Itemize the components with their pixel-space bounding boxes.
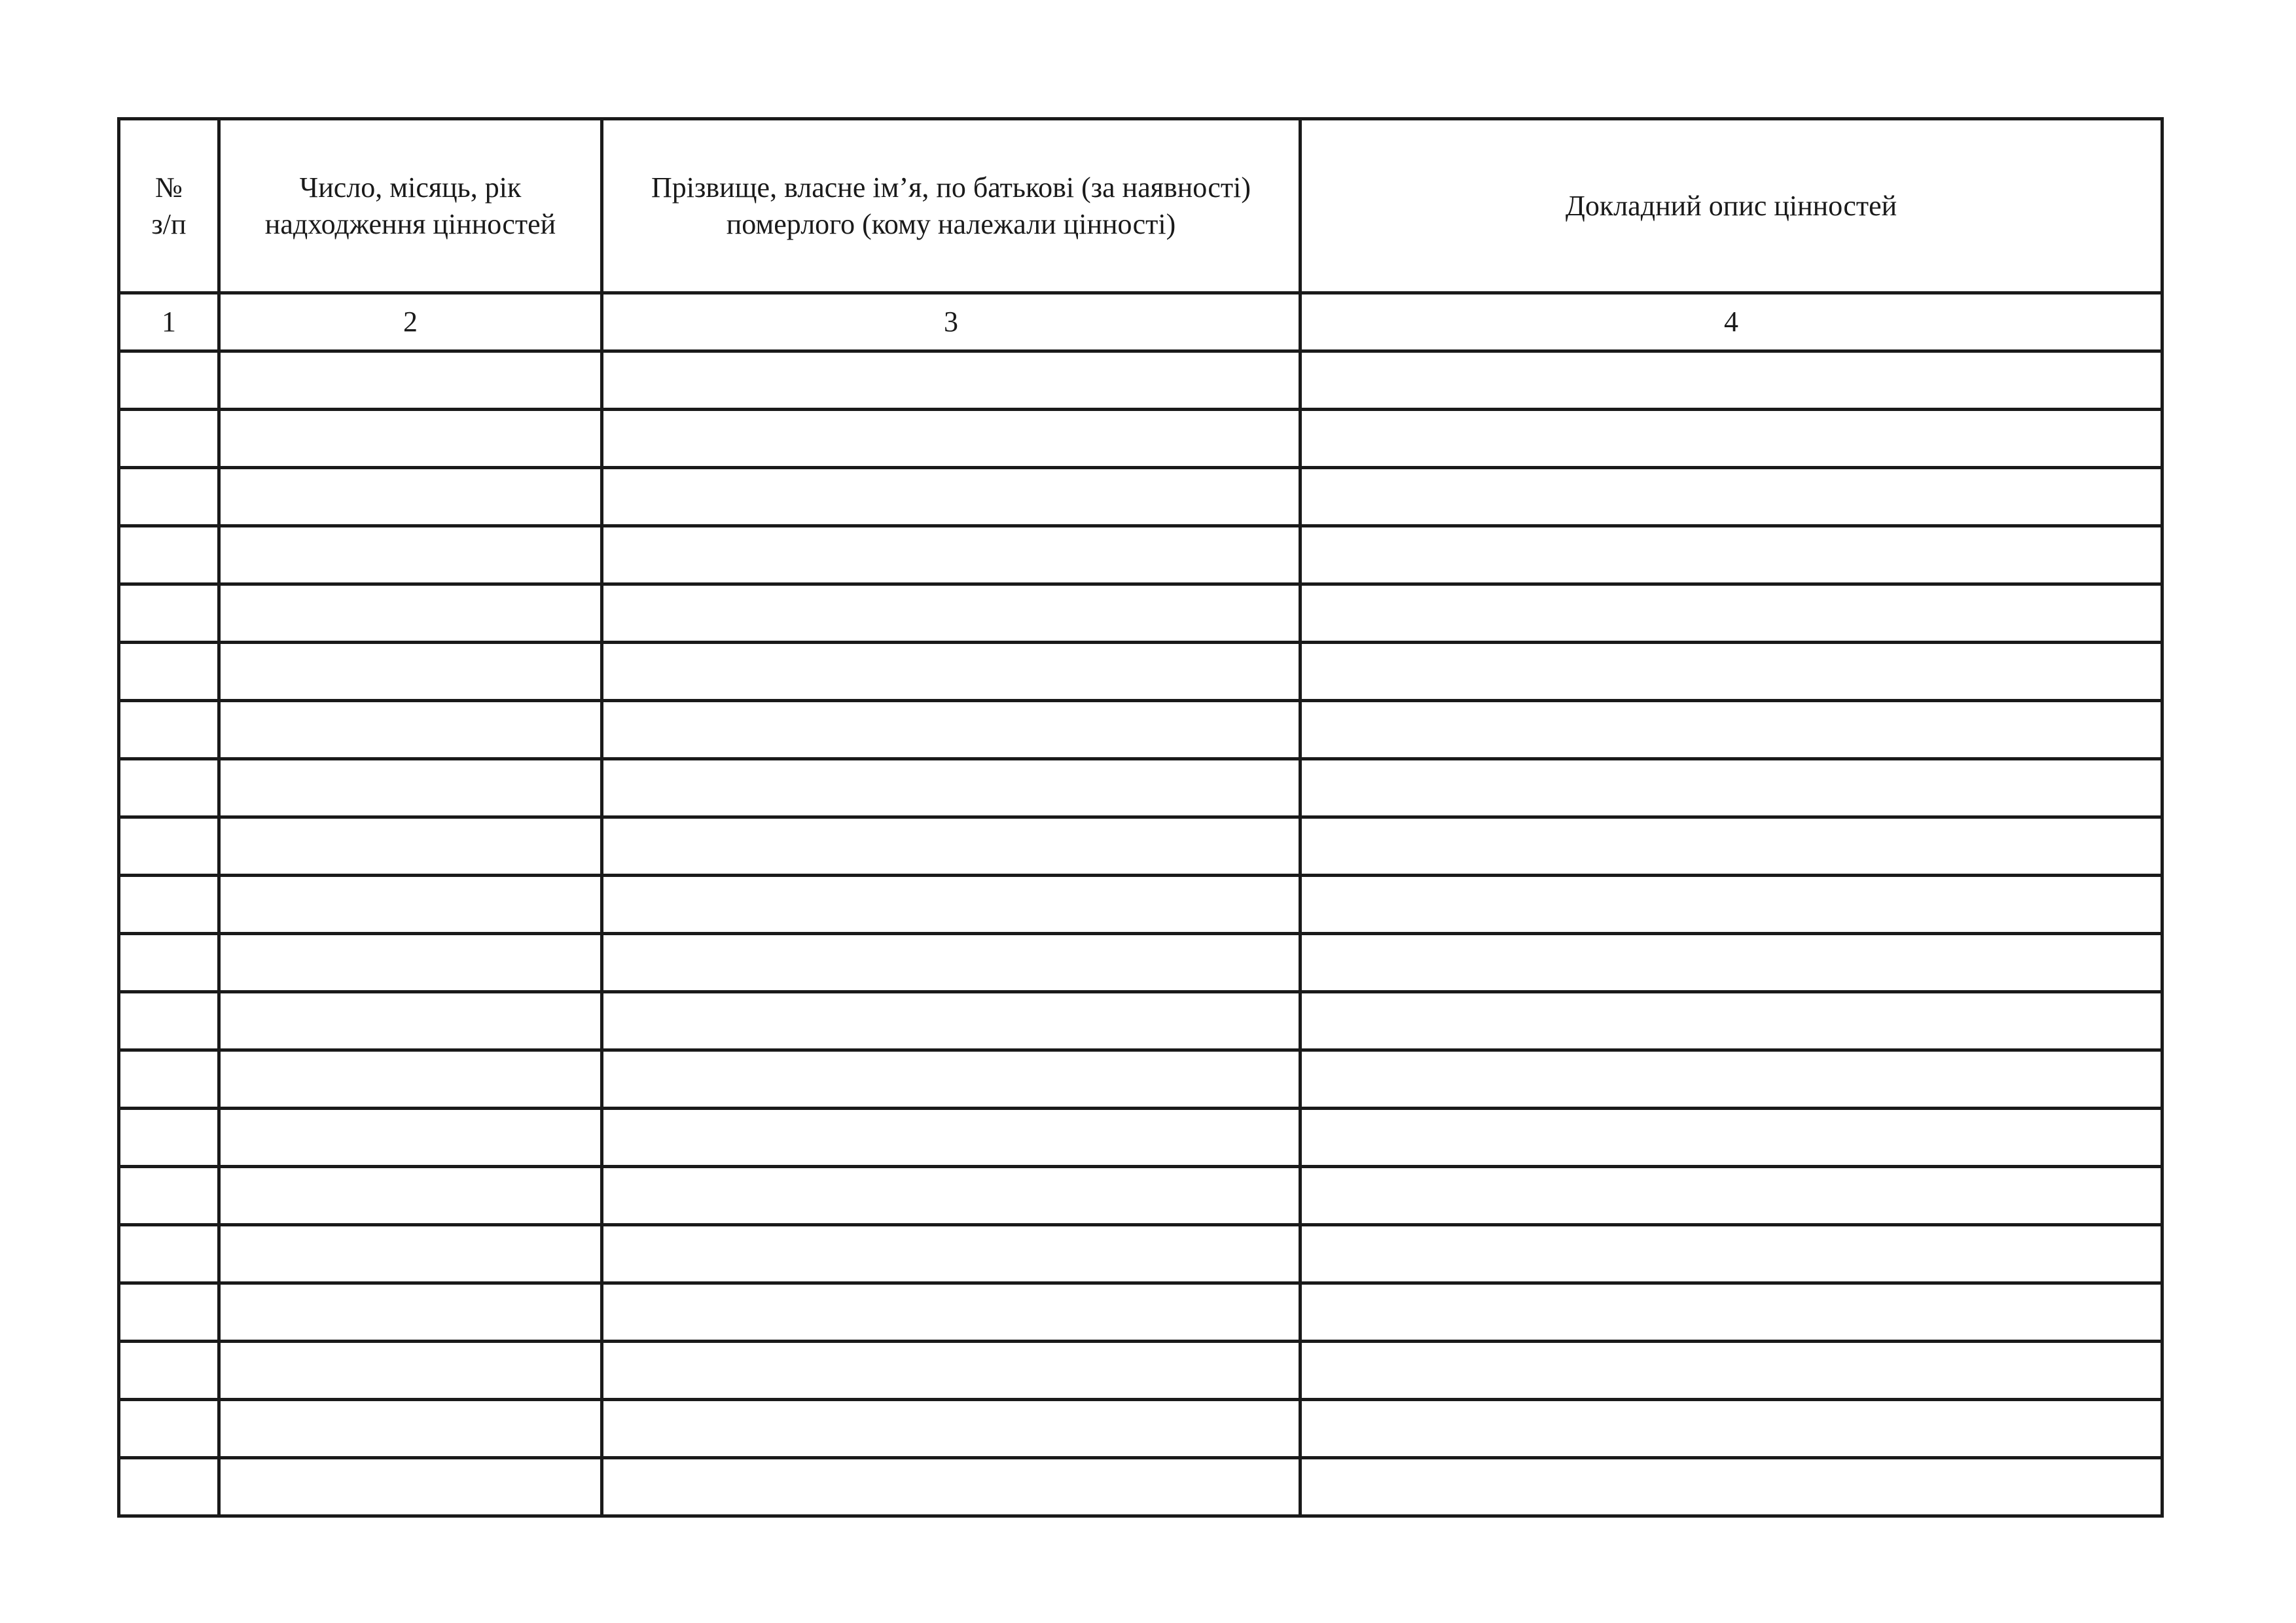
table-row xyxy=(119,526,2162,584)
table-cell[interactable] xyxy=(602,934,1300,992)
table-cell[interactable] xyxy=(1300,701,2162,759)
table-cell[interactable] xyxy=(1300,759,2162,817)
table-cell[interactable] xyxy=(219,1283,602,1342)
table-cell[interactable] xyxy=(1300,410,2162,468)
header-receipt-date xyxy=(219,119,602,293)
table-cell[interactable] xyxy=(1300,934,2162,992)
table-cell[interactable] xyxy=(219,1167,602,1225)
table-cell[interactable] xyxy=(219,992,602,1050)
column-number-row xyxy=(119,293,2162,351)
table-cell[interactable] xyxy=(602,1050,1300,1109)
table-cell[interactable] xyxy=(219,1225,602,1283)
table-row xyxy=(119,1225,2162,1283)
table-cell[interactable] xyxy=(119,934,219,992)
table-cell[interactable] xyxy=(219,1400,602,1458)
table-row xyxy=(119,1400,2162,1458)
table-cell[interactable] xyxy=(1300,1342,2162,1400)
table-cell[interactable] xyxy=(219,643,602,701)
table-cell[interactable] xyxy=(602,410,1300,468)
table-cell[interactable] xyxy=(219,934,602,992)
header-line: померлого (кому належали цінності) xyxy=(726,207,1176,240)
table-cell[interactable] xyxy=(119,1458,219,1516)
header-deceased-name xyxy=(602,119,1300,293)
table-row xyxy=(119,643,2162,701)
table-cell[interactable] xyxy=(119,701,219,759)
table-cell[interactable] xyxy=(602,1167,1300,1225)
table-cell[interactable] xyxy=(602,1283,1300,1342)
table-row xyxy=(119,1458,2162,1516)
table-cell[interactable] xyxy=(119,1400,219,1458)
table-cell[interactable] xyxy=(119,643,219,701)
table-cell[interactable] xyxy=(119,759,219,817)
table-row xyxy=(119,1109,2162,1167)
table-cell[interactable] xyxy=(1300,1225,2162,1283)
table-cell[interactable] xyxy=(219,526,602,584)
table-cell[interactable] xyxy=(1300,876,2162,934)
table-cell[interactable] xyxy=(602,1109,1300,1167)
header-line: Число, місяць, рік xyxy=(299,171,522,204)
column-number: 2 xyxy=(219,293,602,351)
table-cell[interactable] xyxy=(119,1225,219,1283)
table-cell[interactable] xyxy=(219,1109,602,1167)
table-cell[interactable] xyxy=(219,876,602,934)
header-line: Докладний опис цінностей xyxy=(1565,189,1897,222)
table-cell[interactable] xyxy=(602,1342,1300,1400)
table-cell[interactable] xyxy=(1300,526,2162,584)
table-cell[interactable] xyxy=(1300,1167,2162,1225)
table-cell[interactable] xyxy=(119,1167,219,1225)
table-cell[interactable] xyxy=(1300,351,2162,410)
table-cell[interactable] xyxy=(602,1400,1300,1458)
table-cell[interactable] xyxy=(219,468,602,526)
table-cell[interactable] xyxy=(602,701,1300,759)
table-cell[interactable] xyxy=(1300,817,2162,876)
table-cell[interactable] xyxy=(219,759,602,817)
table-cell[interactable] xyxy=(219,817,602,876)
table-cell[interactable] xyxy=(119,1109,219,1167)
table-cell[interactable] xyxy=(119,410,219,468)
table-row xyxy=(119,759,2162,817)
table-row xyxy=(119,992,2162,1050)
table-cell[interactable] xyxy=(219,701,602,759)
table-cell[interactable] xyxy=(219,1342,602,1400)
column-number: 4 xyxy=(1300,293,2162,351)
table-cell[interactable] xyxy=(1300,643,2162,701)
table-cell[interactable] xyxy=(602,1225,1300,1283)
table-cell[interactable] xyxy=(119,584,219,643)
table-row xyxy=(119,934,2162,992)
table-cell[interactable] xyxy=(602,643,1300,701)
table-cell[interactable] xyxy=(602,468,1300,526)
table-cell[interactable] xyxy=(1300,584,2162,643)
header-line: надходження цінностей xyxy=(264,207,556,240)
table-body xyxy=(119,351,2162,1516)
table-cell[interactable] xyxy=(602,1458,1300,1516)
header-row-number xyxy=(119,119,219,293)
table-cell[interactable] xyxy=(602,817,1300,876)
table-row xyxy=(119,701,2162,759)
table-cell[interactable] xyxy=(602,526,1300,584)
table-cell[interactable] xyxy=(1300,1109,2162,1167)
header-line: № xyxy=(155,171,183,204)
table-row xyxy=(119,1050,2162,1109)
table-cell[interactable] xyxy=(1300,468,2162,526)
table-row xyxy=(119,468,2162,526)
header-valuables-description xyxy=(1300,119,2162,293)
table-cell[interactable] xyxy=(602,876,1300,934)
table-row xyxy=(119,1283,2162,1342)
table-cell[interactable] xyxy=(602,759,1300,817)
table-row xyxy=(119,410,2162,468)
valuables-register-table xyxy=(117,117,2164,1518)
table-cell[interactable] xyxy=(219,1050,602,1109)
table-cell[interactable] xyxy=(219,1458,602,1516)
table-cell[interactable] xyxy=(119,526,219,584)
table-cell[interactable] xyxy=(1300,1283,2162,1342)
header-line: Прізвище, власне ім’я, по батькові (за наявності) xyxy=(651,171,1251,204)
table-row xyxy=(119,817,2162,876)
table-cell[interactable] xyxy=(219,584,602,643)
table-row xyxy=(119,1167,2162,1225)
table-cell[interactable] xyxy=(1300,1050,2162,1109)
table-cell[interactable] xyxy=(119,1283,219,1342)
table-header-row xyxy=(119,119,2162,293)
table-cell[interactable] xyxy=(602,992,1300,1050)
table-cell[interactable] xyxy=(119,817,219,876)
table-cell[interactable] xyxy=(119,468,219,526)
table-cell[interactable] xyxy=(119,351,219,410)
table-cell[interactable] xyxy=(1300,1400,2162,1458)
table-cell[interactable] xyxy=(1300,992,2162,1050)
table-cell[interactable] xyxy=(1300,1458,2162,1516)
table-cell[interactable] xyxy=(219,410,602,468)
table-cell[interactable] xyxy=(602,351,1300,410)
table-row xyxy=(119,351,2162,410)
table-cell[interactable] xyxy=(119,992,219,1050)
table-cell[interactable] xyxy=(119,1342,219,1400)
table-row xyxy=(119,1342,2162,1400)
column-number: 1 xyxy=(119,293,219,351)
table-cell[interactable] xyxy=(602,584,1300,643)
table-cell[interactable] xyxy=(119,876,219,934)
table-row xyxy=(119,584,2162,643)
header-line: з/п xyxy=(151,207,187,240)
table-cell[interactable] xyxy=(219,351,602,410)
table-row xyxy=(119,876,2162,934)
table-cell[interactable] xyxy=(119,1050,219,1109)
column-number: 3 xyxy=(602,293,1300,351)
